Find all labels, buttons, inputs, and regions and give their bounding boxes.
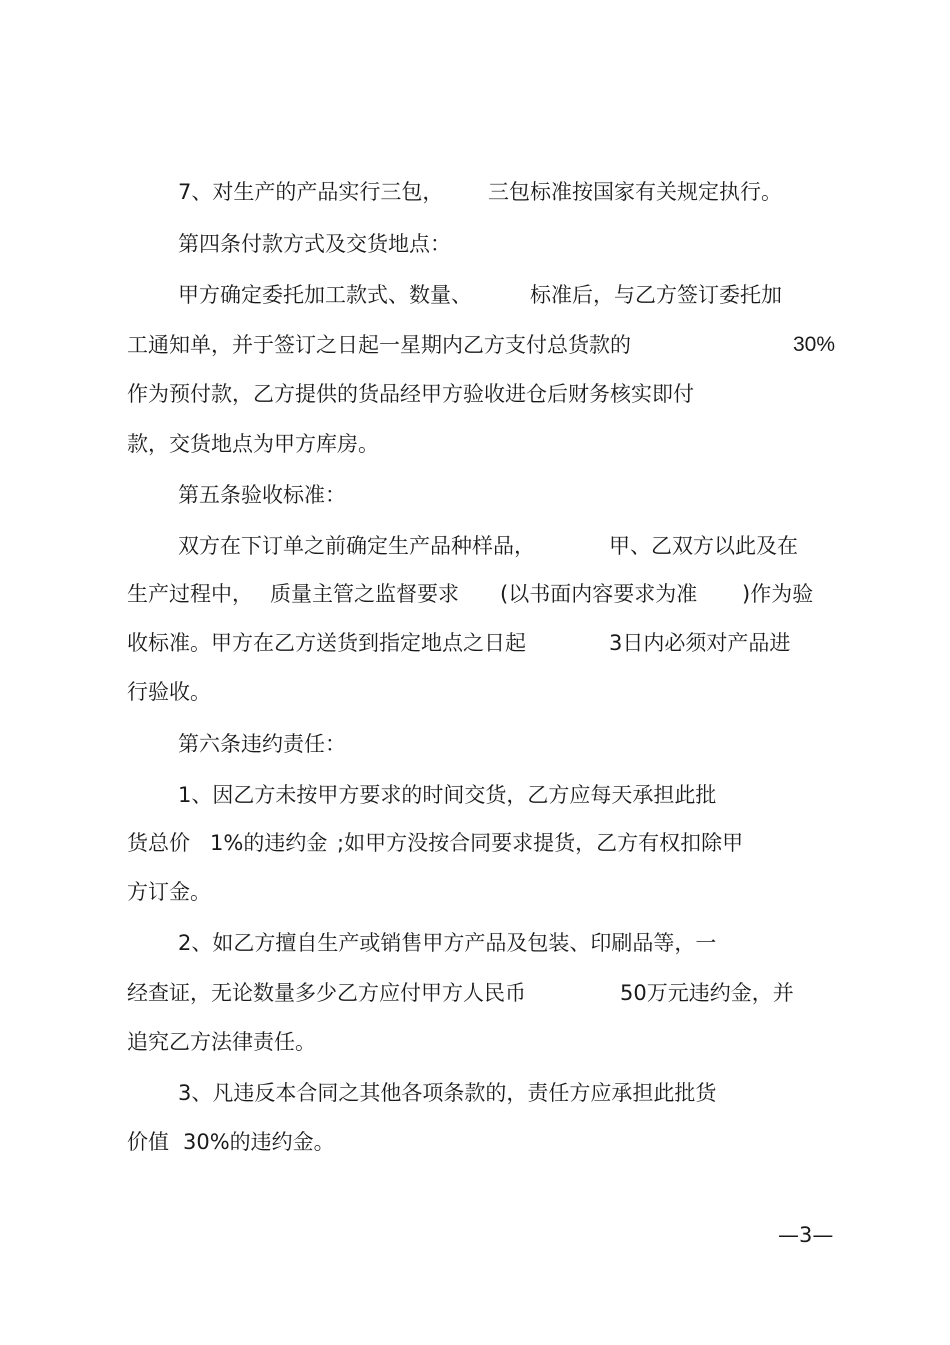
text-segment: 双方在下订单之前确定生产品种样品，: [178, 534, 535, 558]
paragraph-line: [0, 628, 950, 658]
text-segment: 生产过程中，: [127, 582, 253, 606]
paragraph-line: [0, 828, 950, 858]
text-segment: 甲方确定委托加工款式、数量、: [178, 283, 472, 307]
paragraph-line: [0, 928, 950, 958]
paragraph-line: [0, 280, 950, 310]
text-segment: 款，交货地点为甲方库房。: [127, 432, 379, 456]
paragraph-line: [0, 1027, 950, 1057]
section-heading: [0, 729, 950, 759]
paragraph-line: [0, 1127, 950, 1157]
text-segment: 50万元违约金，并: [620, 981, 794, 1005]
paragraph-line: [0, 531, 950, 561]
paragraph-line: [0, 177, 950, 207]
section-heading: [0, 229, 950, 259]
text-segment: 三包标准按国家有关规定执行。: [488, 180, 782, 204]
text-segment: 行验收。: [127, 680, 211, 704]
text-segment: 3、凡违反本合同之其他各项条款的，责任方应承担此批货: [178, 1081, 717, 1105]
text-segment: 标准后，与乙方签订委托加: [530, 283, 782, 307]
text-segment: 方订金。: [127, 880, 211, 904]
paragraph-line: [0, 780, 950, 810]
text-segment: 价值: [127, 1130, 169, 1154]
paragraph-line: [0, 677, 950, 707]
text-segment: 1、因乙方未按甲方要求的时间交货，乙方应每天承担此批: [178, 783, 717, 807]
text-segment: 第四条付款方式及交货地点：: [178, 232, 451, 256]
paragraph-line: [0, 877, 950, 907]
text-segment: 作为预付款，乙方提供的货品经甲方验收进仓后财务核实即付: [127, 382, 694, 406]
text-segment: 3日内必须对产品进: [609, 631, 791, 655]
text-segment: 质量主管之监督要求: [270, 582, 459, 606]
text-segment: 收标准。甲方在乙方送货到指定地点之日起: [127, 631, 526, 655]
paragraph-line: [0, 330, 950, 360]
text-segment: 甲、乙双方以此及在: [609, 534, 798, 558]
text-segment: )作为验: [742, 582, 814, 606]
paragraph-line: [0, 579, 950, 609]
text-segment: 30%的违约金。: [183, 1130, 335, 1154]
text-segment: 工通知单，并于签订之日起一星期内乙方支付总货款的: [127, 333, 631, 357]
text-segment: ;如甲方没按合同要求提货，乙方有权扣除甲: [337, 831, 744, 855]
page-number: —3—: [778, 1223, 834, 1247]
text-segment: 7、对生产的产品实行三包，: [178, 180, 444, 204]
text-segment: 第六条违约责任：: [178, 732, 346, 756]
section-heading: [0, 480, 950, 510]
text-segment: 追究乙方法律责任。: [127, 1030, 316, 1054]
text-segment: 1%的违约金: [210, 831, 328, 855]
paragraph-line: [0, 1078, 950, 1108]
text-segment: 第五条验收标准：: [178, 483, 346, 507]
paragraph-line: [0, 978, 950, 1008]
text-segment: 2、如乙方擅自生产或销售甲方产品及包装、印刷品等，一: [178, 931, 717, 955]
paragraph-line: [0, 429, 950, 459]
paragraph-line: [0, 379, 950, 409]
text-segment: 30%: [793, 333, 836, 356]
text-segment: 经查证，无论数量多少乙方应付甲方人民币: [127, 981, 526, 1005]
text-segment: 货总价: [127, 831, 190, 855]
text-segment: (以书面内容要求为准: [500, 582, 698, 606]
